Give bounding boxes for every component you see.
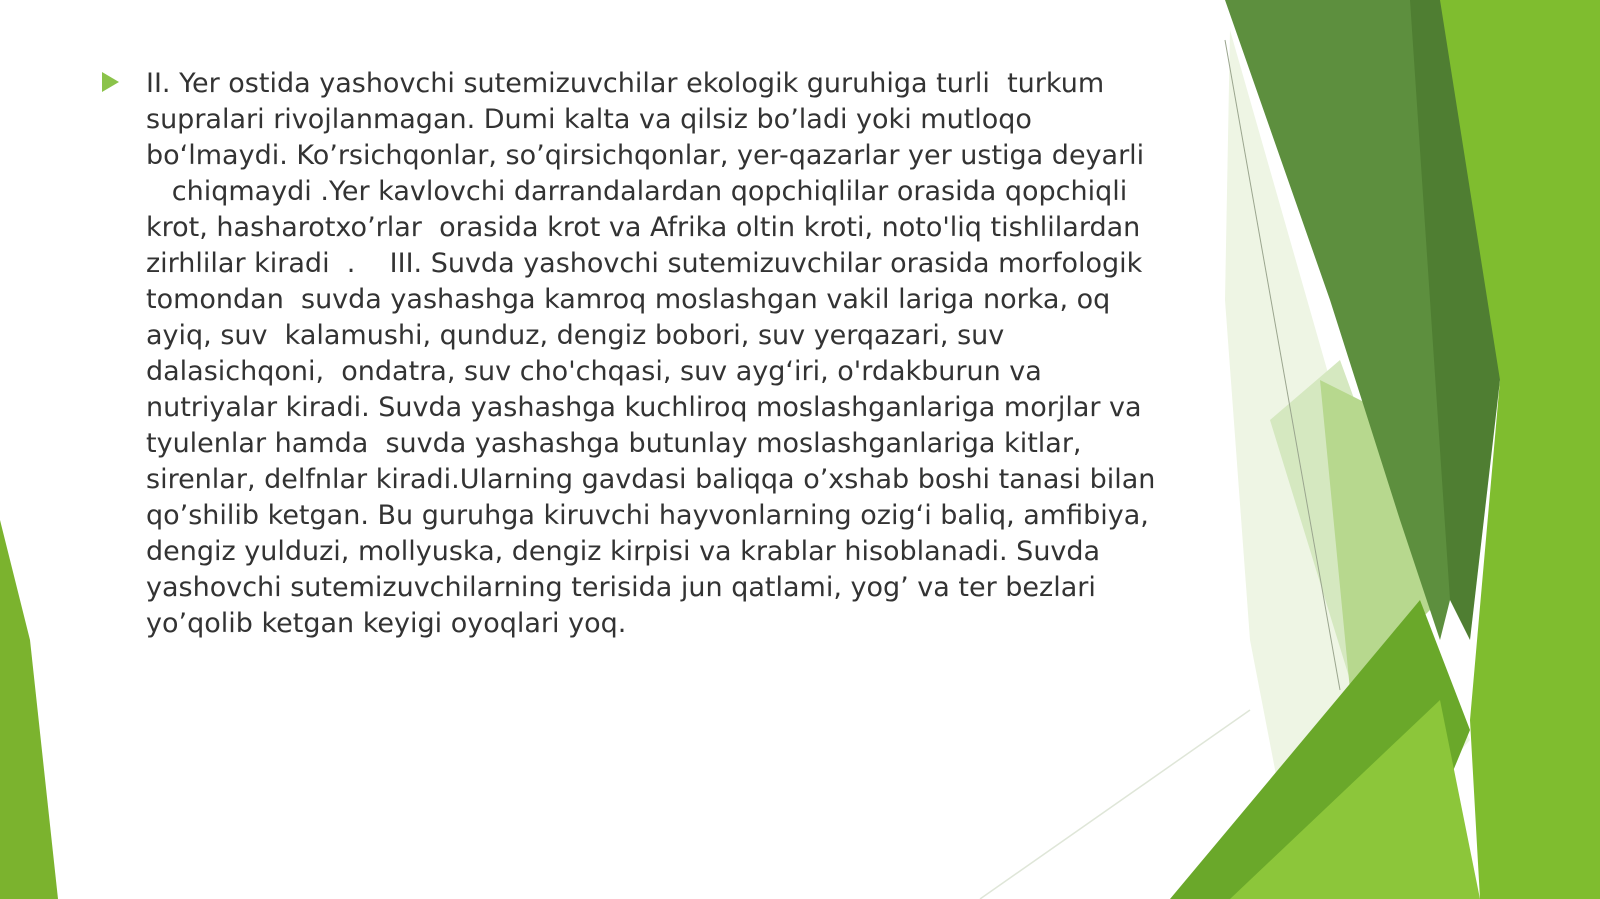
- bullet-arrow-icon: [102, 72, 119, 92]
- content-area: [100, 66, 1200, 642]
- left-green-shape: [0, 520, 58, 899]
- body-paragraph: II. Yer ostida yashovchi sutemizuvchilar ekologik guruhiga turli turkum supralari rivojlanmagan. Dumi kalta va qilsiz bo’ladi yoki mutloqo bo‘lmaydi. Ko’rsichqonlar, so’qirsichqonlar, yer-qazarlar yer ustiga deyarli chiqmaydi .Yer kavlovchi darrandalardan qopchiqlilar orasida qopchiqli krot, hasharotxo’rlar orasida krot va Afrika oltin kroti, noto'liq tishlilardan zirhlilar kiradi . III. Suvda yashovchi sutemizuvchilar orasida morfologik tomondan suvda yashashga kamroq moslashgan vakil lariga norka, oq ayiq, suv kalamushi, qunduz, dengiz bobori, suv yerqazari, suv dalasichqoni, ondatra, suv cho'chqasi, suv ayg‘iri, o'rdakburun va nutriyalar kiradi. Suvda yashashga kuchliroq moslashganlariga morjlar va tyulenlar hamda suvda yashashga butunlay moslashganlariga kitlar, sirenlar, delfnlar kiradi.Ularning gavdasi baliqqa o’xshab boshi tanasi bilan qo’shilib ketgan. Bu guruhga kiruvchi hayvonlarning ozig‘i baliq, amfibiya, dengiz yulduzi, mollyuska, dengiz kirpisi va krablar hisoblanadi. Suvda yashovchi sutemizuvchilarning terisida jun qatlami, yog’ va ter bezlari yo’qolib ketgan keyigi oyoqlari yoq.: [146, 68, 1156, 639]
